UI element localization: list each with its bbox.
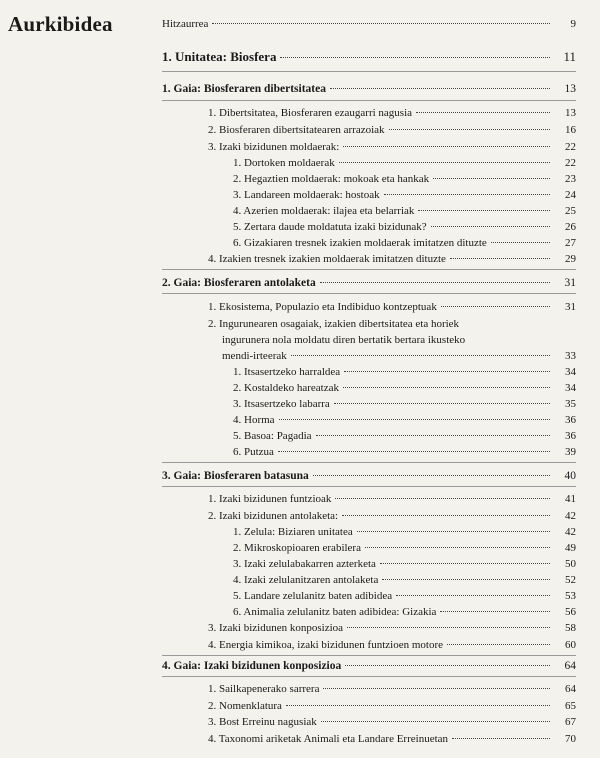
toc-label: 4. Gaia: Izaki bizidunen konposizioa [162,660,342,672]
toc-page: 42 [565,510,576,522]
toc-label: 3. Bost Erreinu nagusiak [208,716,317,728]
leader-dots [447,644,550,645]
leader-dots [450,258,550,259]
toc-heading-topic3[interactable] [162,469,576,483]
leader-dots [323,688,550,689]
toc-entry[interactable] [208,715,576,729]
leader-dots [286,705,550,706]
toc-entry-unit[interactable] [162,50,576,64]
toc-entry[interactable] [208,492,576,506]
toc-entry[interactable] [208,699,576,713]
toc-label: 6. Animalia zelulanitz baten adibidea: Gizakia [233,606,437,618]
leader-dots [313,475,550,476]
toc-entry-line: ingurunera nola moldatu diren bertatik bertara ikusteko [222,334,466,346]
leader-dots [343,387,550,388]
toc-page: 33 [565,350,576,362]
toc-page: 13 [564,83,576,95]
leader-dots [384,194,550,195]
toc-subentry[interactable] [233,445,576,459]
toc-label: 3. Izaki bizidunen moldaerak: [208,141,340,153]
leader-dots [382,579,550,580]
toc-label: 3. Landareen moldaerak: hostoak [233,189,380,201]
toc-heading-topic2[interactable] [162,276,576,290]
divider [162,71,576,72]
toc-page: 13 [565,107,576,119]
toc-label: 2. Kostaldeko hareatzak [233,382,339,394]
toc-label: 3. Itsasertzeko labarra [233,398,330,410]
toc-label: 4. Energia kimikoa, izaki bizidunen funtzioen motore [208,639,444,651]
toc-page: 34 [565,366,576,378]
toc-page: 58 [565,622,576,634]
toc-page: 50 [565,558,576,570]
toc-label: 1. Sailkapenerako sarrera [208,683,320,695]
leader-dots [334,403,550,404]
leader-dots [330,88,550,89]
toc-page: 24 [565,189,576,201]
leader-dots [389,129,550,130]
toc-label: 1. Ekosistema, Populazio eta Indibiduo kontzeptuak [208,301,437,313]
toc-label: 1. Zelula: Biziaren unitatea [233,526,353,538]
toc-subentry[interactable] [233,573,576,587]
toc-subentry[interactable] [233,381,576,395]
toc-page: 56 [565,606,576,618]
toc-subentry[interactable] [233,204,576,218]
leader-dots [441,306,550,307]
toc-entry[interactable] [208,123,576,137]
toc-page: 26 [565,221,576,233]
page-title: Aurkibidea [8,12,113,36]
leader-dots [343,146,550,147]
toc-entry[interactable] [208,682,576,696]
toc-label: 4. Izaki zelulanitzaren antolaketa [233,574,379,586]
toc-page: 40 [564,470,576,482]
toc-page: 67 [565,716,576,728]
toc-entry[interactable] [208,621,576,635]
toc-entry[interactable] [208,140,576,154]
toc-label: 2. Mikroskopioaren erabilera [233,542,361,554]
toc-label: 2. Biosferaren dibertsitatearen arrazoiak [208,124,385,136]
leader-dots [339,162,550,163]
divider [162,462,576,463]
toc-label: 4. Taxonomi ariketak Animali eta Landare Erreinuetan [208,733,449,745]
toc-page: 34 [565,382,576,394]
toc-label: 4. Horma [233,414,275,426]
toc-page: 31 [565,301,576,313]
leader-dots [347,627,550,628]
leader-dots [418,210,550,211]
divider [162,655,576,656]
toc-entry-preface[interactable] [162,17,576,31]
toc-page: 22 [565,141,576,153]
toc-page: 64 [565,683,576,695]
toc-label: 1. Itsasertzeko harraldea [233,366,341,378]
leader-dots [320,282,550,283]
toc-page: 70 [565,733,576,745]
leader-dots [279,419,550,420]
toc-subentry[interactable] [233,589,576,603]
toc-page: 23 [565,173,576,185]
toc-page: 49 [565,542,576,554]
toc-label: 2. Izaki bizidunen antolaketa: [208,510,339,522]
toc-page: 11 [563,49,576,64]
leader-dots [431,226,550,227]
toc-subentry[interactable] [233,156,576,170]
toc-subentry[interactable] [233,557,576,571]
toc-page: 65 [565,700,576,712]
leader-dots [416,112,550,113]
leader-dots [396,595,550,596]
leader-dots [335,498,550,499]
toc-label: 4. Azerien moldaerak: ilajea eta belarriak [233,205,415,217]
leader-dots [342,515,550,516]
leader-dots [452,738,550,739]
leader-dots [380,563,550,564]
toc-page: 36 [565,414,576,426]
toc-label: 6. Gizakiaren tresnek izakien moldaerak imitatzen dituzte [233,237,487,249]
toc-label: Hitzaurrea [162,18,209,30]
toc-subentry[interactable] [233,605,576,619]
toc-entry[interactable] [208,252,576,266]
toc-page: 22 [565,157,576,169]
toc-entry[interactable] [208,106,576,120]
toc-subentry[interactable] [233,236,576,250]
leader-dots [433,178,550,179]
toc-label: 6. Putzua [233,446,274,458]
toc-label: 1. Dibertsitatea, Biosferaren ezaugarri nagusia [208,107,413,119]
toc-heading-topic1[interactable] [162,82,576,96]
toc-subentry[interactable] [233,172,576,186]
toc-page: 53 [565,590,576,602]
toc-subentry[interactable] [233,397,576,411]
toc-heading-topic4[interactable] [162,659,576,673]
toc-label: 1. Izaki bizidunen funtzioak [208,493,332,505]
leader-dots [345,665,550,666]
toc-label: mendi-irteerak [222,350,287,362]
toc-entry-line: 2. Ingurunearen osagaiak, izakien dibertsitatea eta horiek [208,318,460,330]
toc-label: 1. Unitatea: Biosfera [162,49,277,64]
toc-page: 25 [565,205,576,217]
toc-label: 5. Basoa: Pagadia [233,430,312,442]
toc-page: 41 [565,493,576,505]
toc-page: 36 [565,430,576,442]
leader-dots [440,611,550,612]
toc-label: 3. Gaia: Biosferaren batasuna [162,470,309,482]
toc-subentry[interactable] [233,429,576,443]
toc-label: 2. Gaia: Biosferaren antolaketa [162,277,316,289]
leader-dots [491,242,550,243]
toc-subentry[interactable] [233,188,576,202]
toc-page: 52 [565,574,576,586]
leader-dots [365,547,550,548]
toc-label: 3. Izaki bizidunen konposizioa [208,622,344,634]
toc-subentry[interactable] [233,541,576,555]
toc-label: 4. Izakien tresnek izakien moldaerak imitatzen dituzte [208,253,446,265]
toc-entry[interactable] [208,638,576,652]
leader-dots [291,355,550,356]
toc-label: 1. Gaia: Biosferaren dibertsitatea [162,83,326,95]
toc-subentry[interactable] [233,413,576,427]
toc-label: 5. Zertara daude moldatuta izaki bizidunak? [233,221,427,233]
toc-entry[interactable] [208,300,576,314]
toc-page: 31 [564,277,576,289]
leader-dots [280,57,550,58]
toc-label: 5. Landare zelulanitz baten adibidea [233,590,393,602]
toc-subentry[interactable] [233,365,576,379]
divider [162,293,576,294]
divider [162,269,576,270]
toc-page: 60 [565,639,576,651]
toc-page: 16 [565,124,576,136]
toc-entry[interactable] [222,349,576,363]
leader-dots [316,435,550,436]
toc-page: 35 [565,398,576,410]
toc-label: 2. Hegaztien moldaerak: mokoak eta hankak [233,173,430,185]
toc-label: 3. Izaki zelulabakarren azterketa [233,558,376,570]
leader-dots [321,721,550,722]
divider [162,486,576,487]
toc-page: 9 [570,18,576,30]
divider [162,100,576,101]
leader-dots [212,23,550,24]
leader-dots [344,371,550,372]
toc-page: 29 [565,253,576,265]
toc-page: 27 [565,237,576,249]
toc-entry[interactable] [208,732,576,746]
toc-page: 39 [565,446,576,458]
leader-dots [278,451,550,452]
divider [162,676,576,677]
toc-label: 1. Dortoken moldaerak [233,157,335,169]
toc-subentry[interactable] [233,220,576,234]
toc-page: 42 [565,526,576,538]
toc-page: 64 [564,660,576,672]
leader-dots [357,531,550,532]
toc-label: 2. Nomenklatura [208,700,282,712]
toc-entry[interactable] [208,509,576,523]
toc-subentry[interactable] [233,525,576,539]
